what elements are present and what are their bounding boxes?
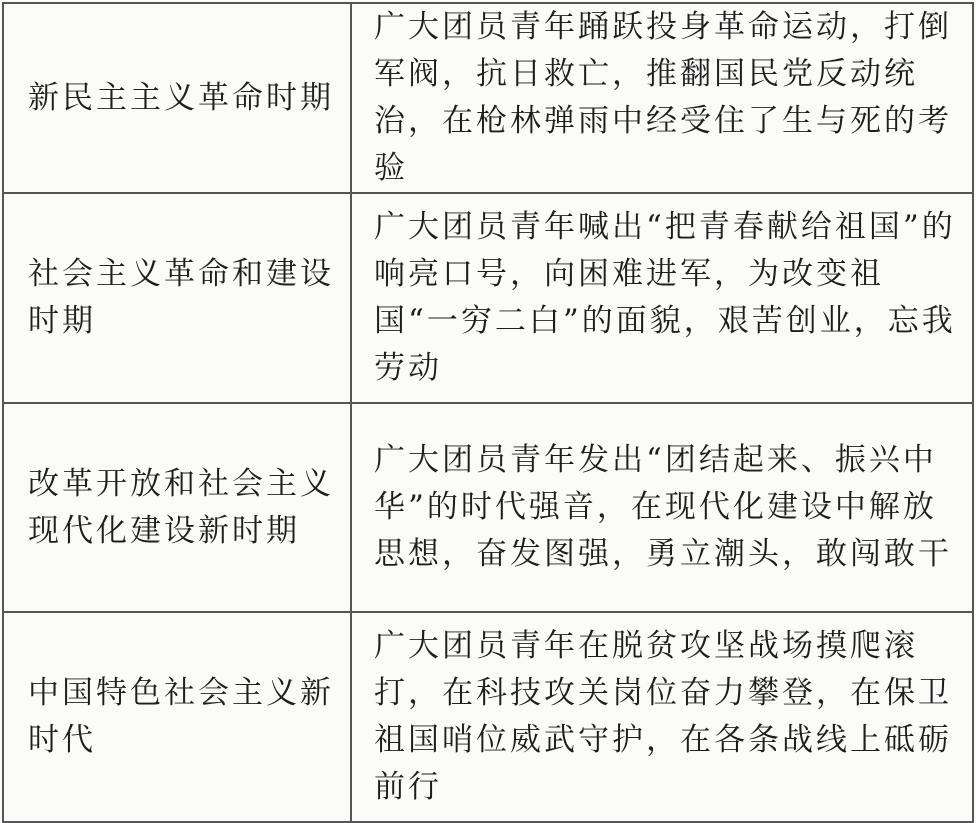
table-row: [3, 403, 973, 612]
history-table: [2, 2, 974, 823]
deed-cell: 广大团员青年发出“团结起来、振兴中华”的时代强音，在现代化建设中解放思想，奋发图强，勇立潮头，敢闯敢干: [351, 403, 973, 612]
table-row: [3, 3, 973, 193]
deed-cell: 广大团员青年踊跃投身革命运动，打倒军阀，抗日救亡，推翻国民党反动统治，在枪林弹雨中经受住了生与死的考验: [351, 3, 973, 193]
period-cell: 中国特色社会主义新时代: [3, 612, 351, 822]
table-row: [3, 193, 973, 403]
period-cell: 新民主主义革命时期: [3, 3, 351, 193]
period-cell: 社会主义革命和建设时期: [3, 193, 351, 403]
period-cell: 改革开放和社会主义现代化建设新时期: [3, 403, 351, 612]
table-row: [3, 612, 973, 822]
deed-cell: 广大团员青年在脱贫攻坚战场摸爬滚打，在科技攻关岗位奋力攀登，在保卫祖国哨位威武守护，在各条战线上砥砺前行: [351, 612, 973, 822]
deed-cell: 广大团员青年喊出“把青春献给祖国”的响亮口号，向困难进军，为改变祖国“一穷二白”的面貌，艰苦创业，忘我劳动: [351, 193, 973, 403]
